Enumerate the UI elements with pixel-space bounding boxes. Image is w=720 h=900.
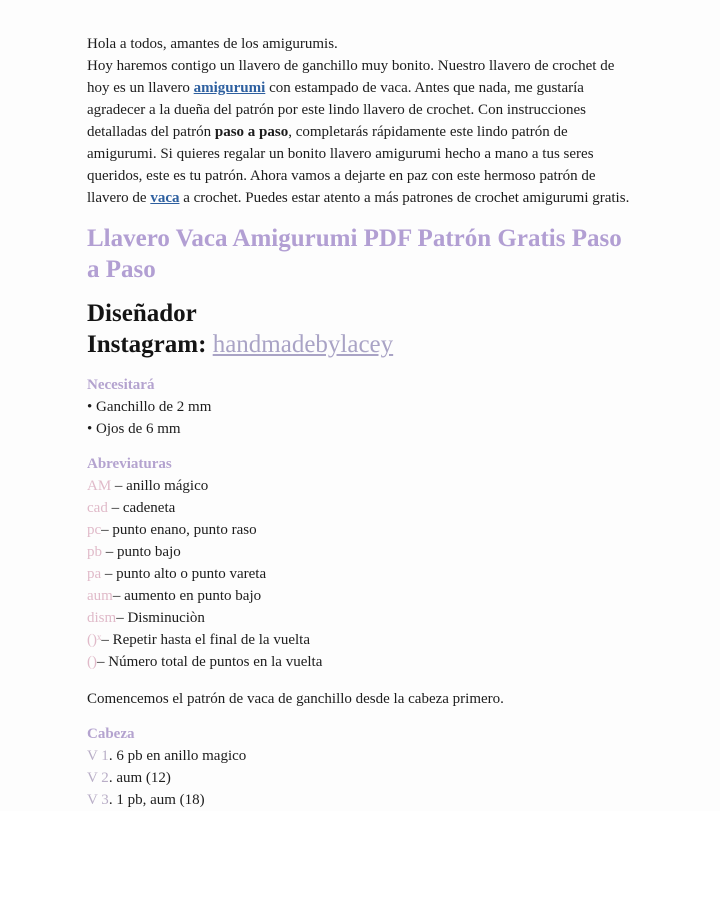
abbreviation-term: pa (87, 566, 102, 582)
section-heading-necesitara: Necesitará (87, 377, 155, 393)
amigurumi-link[interactable]: amigurumi (193, 80, 266, 96)
instagram-link[interactable]: handmadebylacey (212, 331, 394, 358)
intro-text-2: con estampado de vaca. Antes que nada, me gustaría agradecer a la dueña del patrón por este lindo llavero de crochet. Con instrucciones detalladas del patrón (87, 80, 586, 140)
material-item: • Ojos de 6 mm (87, 421, 181, 437)
row-text: . 1 pb, aum (18) (108, 792, 205, 808)
abbreviation-row (87, 519, 633, 541)
abbreviations-list (87, 475, 633, 673)
pattern-row (87, 767, 633, 789)
abbreviation-text: – Repetir hasta el final de la vuelta (101, 632, 310, 648)
abbreviation-text: – punto enano, punto raso (101, 522, 257, 538)
abbreviation-row (87, 541, 633, 563)
abbreviation-row (87, 563, 633, 585)
abbreviation-text: – punto alto o punto vareta (101, 566, 267, 582)
row-text: . aum (12) (108, 770, 171, 786)
abbreviation-text: – anillo mágico (111, 478, 209, 494)
materials-list (87, 396, 633, 440)
abbreviation-term: () (87, 654, 97, 670)
section-heading-abreviaturas: Abreviaturas (87, 456, 172, 472)
pattern-row (87, 745, 633, 767)
abbreviation-term: pb (87, 544, 102, 560)
row-prefix: V 2 (87, 770, 109, 786)
abbreviation-row (87, 585, 633, 607)
abbreviation-text: – Número total de puntos en la vuelta (97, 654, 323, 670)
row-prefix: V 3 (87, 792, 109, 808)
intro-text-4: a crochet. Puedes estar atento a más patrones de crochet amigurumi gratis. (179, 190, 630, 206)
intro-bold-paso-a-paso: paso a paso (214, 124, 289, 140)
pattern-row (87, 789, 633, 811)
abbreviation-text: – cadeneta (107, 500, 176, 516)
intro-text-3: , completarás rápidamente este lindo patrón de amigurumi. Si quieres regalar un bonito llavero amigurumi hecho a mano a tus seres queridos, este es tu patrón. Ahora vamos a dejarte en paz con este hermoso patrón de llavero de (87, 124, 596, 206)
designer-heading (87, 298, 633, 360)
abbreviation-text: – punto bajo (102, 544, 181, 560)
abbreviation-term: ()ˣ (87, 632, 102, 648)
vaca-link[interactable]: vaca (150, 190, 180, 206)
page-title: Llavero Vaca Amigurumi PDF Patrón Gratis Paso a Paso (87, 225, 622, 283)
abbreviation-term: AM (87, 478, 112, 494)
instagram-label: Instagram: (87, 331, 213, 358)
abbreviation-row (87, 475, 633, 497)
abbreviation-term: cad (87, 500, 108, 516)
intro-text-1: Hoy haremos contigo un llavero de ganchillo muy bonito. Nuestro llavero de crochet de hoy es un llavero (87, 58, 615, 96)
abbreviation-row (87, 629, 633, 651)
abbreviation-term: aum (87, 588, 113, 604)
pattern-rows (87, 745, 633, 811)
intro-line-1: Hola a todos, amantes de los amigurumis. (87, 36, 338, 52)
row-prefix: V 1 (87, 748, 109, 764)
intro-paragraph (87, 33, 633, 209)
section-heading-cabeza: Cabeza (87, 726, 135, 742)
abbreviation-term: dism (87, 610, 117, 626)
abbreviation-row (87, 607, 633, 629)
abbreviation-row (87, 651, 633, 673)
row-text: . 6 pb en anillo magico (108, 748, 247, 764)
abbreviation-text: – Disminuciòn (116, 610, 205, 626)
lead-paragraph: Comencemos el patrón de vaca de ganchillo desde la cabeza primero. (87, 691, 504, 707)
designer-label: Diseñador (87, 300, 197, 327)
abbreviation-row (87, 497, 633, 519)
material-item: • Ganchillo de 2 mm (87, 399, 212, 415)
abbreviation-text: – aumento en punto bajo (112, 588, 262, 604)
abbreviation-term: pc (87, 522, 102, 538)
